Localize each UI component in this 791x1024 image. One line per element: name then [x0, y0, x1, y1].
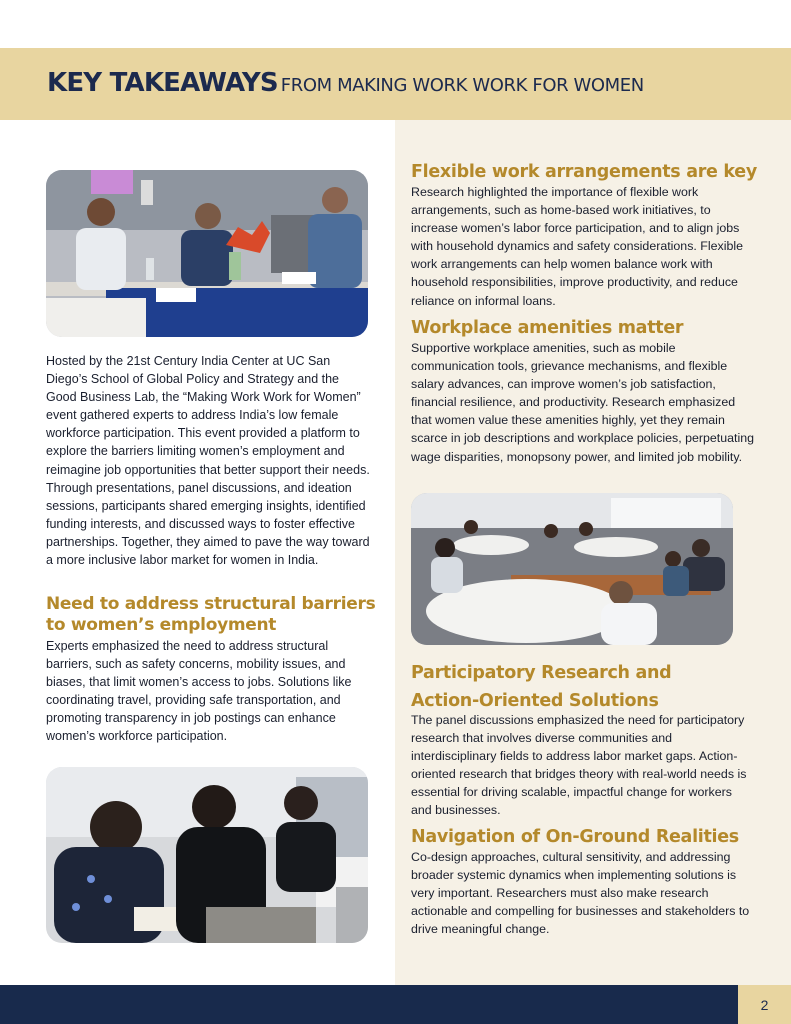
structural-barriers-heading: Need to address structural barriers to women’s employment [46, 594, 376, 635]
attendees-photo [46, 767, 368, 943]
title-banner [0, 48, 791, 120]
intro-paragraph: Hosted by the 21st Century India Center at UC San Diego’s School of Global Policy and Strategy and the Good Business Lab, the “Making Work Work for Women” event gathered experts to address India’s low female workforce participation. This event provided a platform to explore the barriers limiting women’s employment and reimagine job opportunities that better support their needs. Through presentations, panel discussions, and ideation sessions, participants shared emerging insights, identified funding interests, and discussed ways to foster effective partnerships. Together, they aimed to pave the way toward a more inclusive labor market for women in India. [46, 354, 370, 568]
ideation-session-photo [411, 493, 733, 645]
flexible-work-heading: Flexible work arrangements are key [411, 162, 757, 182]
page-title [47, 68, 644, 98]
footer-bar [0, 985, 738, 1024]
page-number: 2 [738, 985, 791, 1024]
panel-discussion-photo [46, 170, 368, 337]
flexible-work-paragraph: Research highlighted the importance of flexible work arrangements, such as home-based work initiatives, to increase women’s labor force participation, and to align jobs with household dynamics and safety considerations. Flexible work arrangements can help women balance work with household responsibilities, improve productivity, and reduce reliance on informal loans. [411, 185, 743, 308]
amenities-heading: Workplace amenities matter [411, 318, 684, 338]
page-title-subtitle: FROM MAKING WORK WORK FOR WOMEN [280, 75, 644, 96]
on-ground-realities-heading: Navigation of On-Ground Realities [411, 827, 739, 847]
structural-barriers-paragraph: Experts emphasized the need to address structural barriers, such as safety concerns, mobility issues, and biases, that limit women’s access to jobs. Solutions like coordinating travel, providing safe transportation, and promoting transparency in job postings can enhance women’s workforce participation. [46, 639, 352, 744]
participatory-research-paragraph: The panel discussions emphasized the need for participatory research that involves diverse communities and interdisciplinary fields to address labor market gaps. Action-oriented research that bridges theory with real-world needs is essential for driving scalable, impactful change for workers and businesses. [411, 713, 747, 818]
amenities-paragraph: Supportive workplace amenities, such as mobile communication tools, grievance mechanisms, and flexible salary advances, can improve women’s job satisfaction, financial resilience, and productivity. Research emphasized that women value these amenities highly, yet they remain scarce in job descriptions and workplace policies, perpetuating wage disparities, monopsony power, and limited job mobility. [411, 341, 754, 464]
page-title-bold: KEY TAKEAWAYS [47, 68, 278, 98]
on-ground-realities-paragraph: Co-design approaches, cultural sensitivity, and addressing broader systemic dynamics when implementing solutions is very important. Researchers must also make research actionable and compelling for businesses and stakeholders to drive meaningful change. [411, 850, 750, 937]
participatory-research-heading: Participatory Research and Action-Oriented Solutions [411, 663, 672, 711]
